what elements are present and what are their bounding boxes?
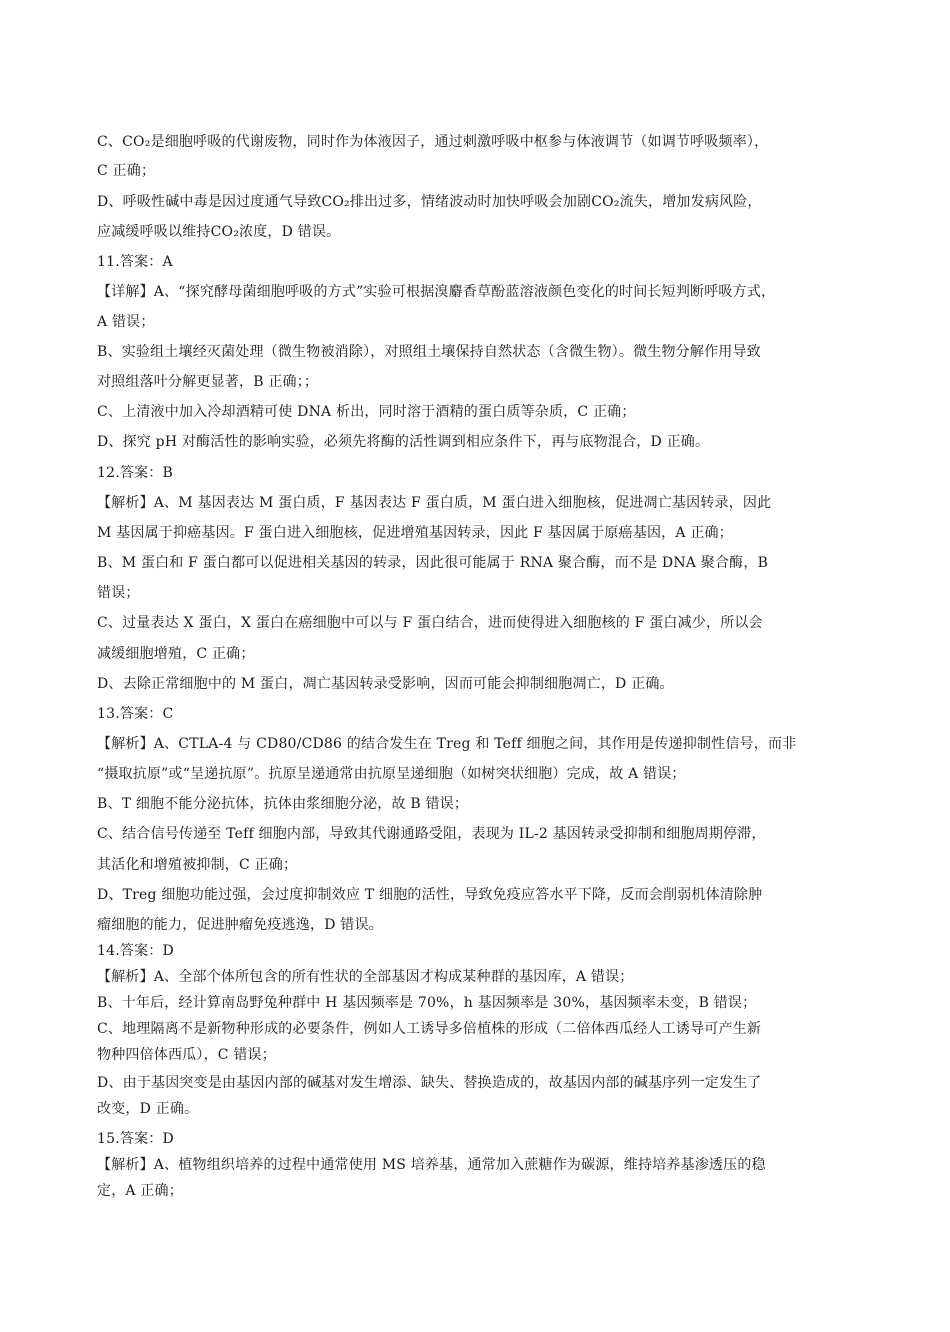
text-line: 【解析】A、全部个体所包含的所有性状的全部基因才构成某种群的基因库，A 错误； (97, 969, 634, 985)
text-line: 定，A 正确； (97, 1183, 183, 1199)
text-line: 【解析】A、CTLA-4 与 CD80/CD86 的结合发生在 Treg 和 Teff 细胞之间，其作用是传递抑制性信号，而非 (97, 736, 797, 752)
text-line: 减缓细胞增殖，C 正确； (97, 646, 255, 662)
text-line: 【解析】A、植物组织培养的过程中通常使用 MS 培养基，通常加入蔗糖作为碳源，维持培养基渗透压的稳 (97, 1157, 766, 1173)
text-line: C、结合信号传递至 Teff 细胞内部，导致其代谢通路受阻，表现为 IL-2 基因转录受抑制和细胞周期停滞， (97, 826, 766, 842)
text-line: A 错误； (97, 314, 155, 330)
text-line: 改变，D 正确。 (97, 1101, 199, 1117)
text-line: 物种四倍体西瓜），C 错误； (97, 1047, 276, 1063)
text-line: B、十年后，经计算南岛野兔种群中 H 基因频率是 70%，h 基因频率是 30%，基因频率未变，B 错误； (97, 995, 757, 1011)
text-line: C、CO₂是细胞呼吸的代谢废物，同时作为体液因子，通过刺激呼吸中枢参与体液调节（如调节呼吸频率）， (97, 134, 769, 150)
text-line: 其活化和增殖被抑制，C 正确； (97, 857, 298, 873)
answer-heading-15: 15.答案：D (97, 1131, 174, 1147)
text-line: “摄取抗原”或“呈递抗原”。抗原呈递通常由抗原呈递细胞（如树突状细胞）完成，故 A 错误； (97, 766, 686, 782)
text-line: 错误； (97, 585, 140, 601)
text-line: 【解析】A、M 基因表达 M 蛋白质，F 基因表达 F 蛋白质，M 蛋白进入细胞核，促进凋亡基因转录，因此 (97, 495, 772, 511)
text-line: D、由于基因突变是由基因内部的碱基对发生增添、缺失、替换造成的，故基因内部的碱基序列一定发生了 (97, 1075, 762, 1091)
text-line: C、地理隔离不是新物种形成的必要条件，例如人工诱导多倍植株的形成（二倍体西瓜经人工诱导可产生新 (97, 1021, 762, 1037)
text-line: D、呼吸性碱中毒是因过度通气导致CO₂排出过多，情绪波动时加快呼吸会加剧CO₂流失，增加发病风险， (97, 194, 762, 210)
text-line: 瘤细胞的能力，促进肿瘤免疫逃逸，D 错误。 (97, 917, 383, 933)
text-line: M 基因属于抑癌基因。F 蛋白进入细胞核，促进增殖基因转录，因此 F 基因属于原癌基因，A 正确； (97, 525, 733, 541)
text-line: D、Treg 细胞功能过强，会过度抑制效应 T 细胞的活性，导致免疫应答水平下降，反而会削弱机体清除肿 (97, 887, 763, 903)
text-line: C、上清液中加入冷却酒精可使 DNA 析出，同时溶于酒精的蛋白质等杂质，C 正确； (97, 404, 636, 420)
answer-heading-12: 12.答案：B (97, 465, 173, 481)
text-line: 对照组落叶分解更显著，B 正确；； (97, 374, 319, 390)
text-line: B、M 蛋白和 F 蛋白都可以促进相关基因的转录，因此很可能属于 RNA 聚合酶，而不是 DNA 聚合酶，B (97, 555, 769, 571)
text-line: C 正确； (97, 163, 156, 179)
text-line: 【详解】A、“探究酵母菌细胞呼吸的方式”实验可根据溴麝香草酚蓝溶液颜色变化的时间长短判断呼吸方式， (97, 284, 776, 300)
text-line: C、过量表达 X 蛋白，X 蛋白在癌细胞中可以与 F 蛋白结合，进而使得进入细胞核的 F 蛋白减少，所以会 (97, 615, 763, 631)
text-line: B、T 细胞不能分泌抗体，抗体由浆细胞分泌，故 B 错误； (97, 796, 469, 812)
text-line: 应减缓呼吸以维持CO₂浓度，D 错误。 (97, 224, 341, 240)
text-line: D、探究 pH 对酶活性的影响实验，必须先将酶的活性调到相应条件下，再与底物混合，D 正确。 (97, 434, 710, 450)
answer-heading-11: 11.答案：A (97, 254, 173, 270)
text-line: D、去除正常细胞中的 M 蛋白，凋亡基因转录受影响，因而可能会抑制细胞凋亡，D 正确。 (97, 676, 674, 692)
text-line: B、实验组土壤经灭菌处理（微生物被消除），对照组土壤保持自然状态（含微生物）。微生物分解作用导致 (97, 344, 761, 360)
answer-heading-14: 14.答案：D (97, 943, 174, 959)
answer-heading-13: 13.答案：C (97, 706, 174, 722)
